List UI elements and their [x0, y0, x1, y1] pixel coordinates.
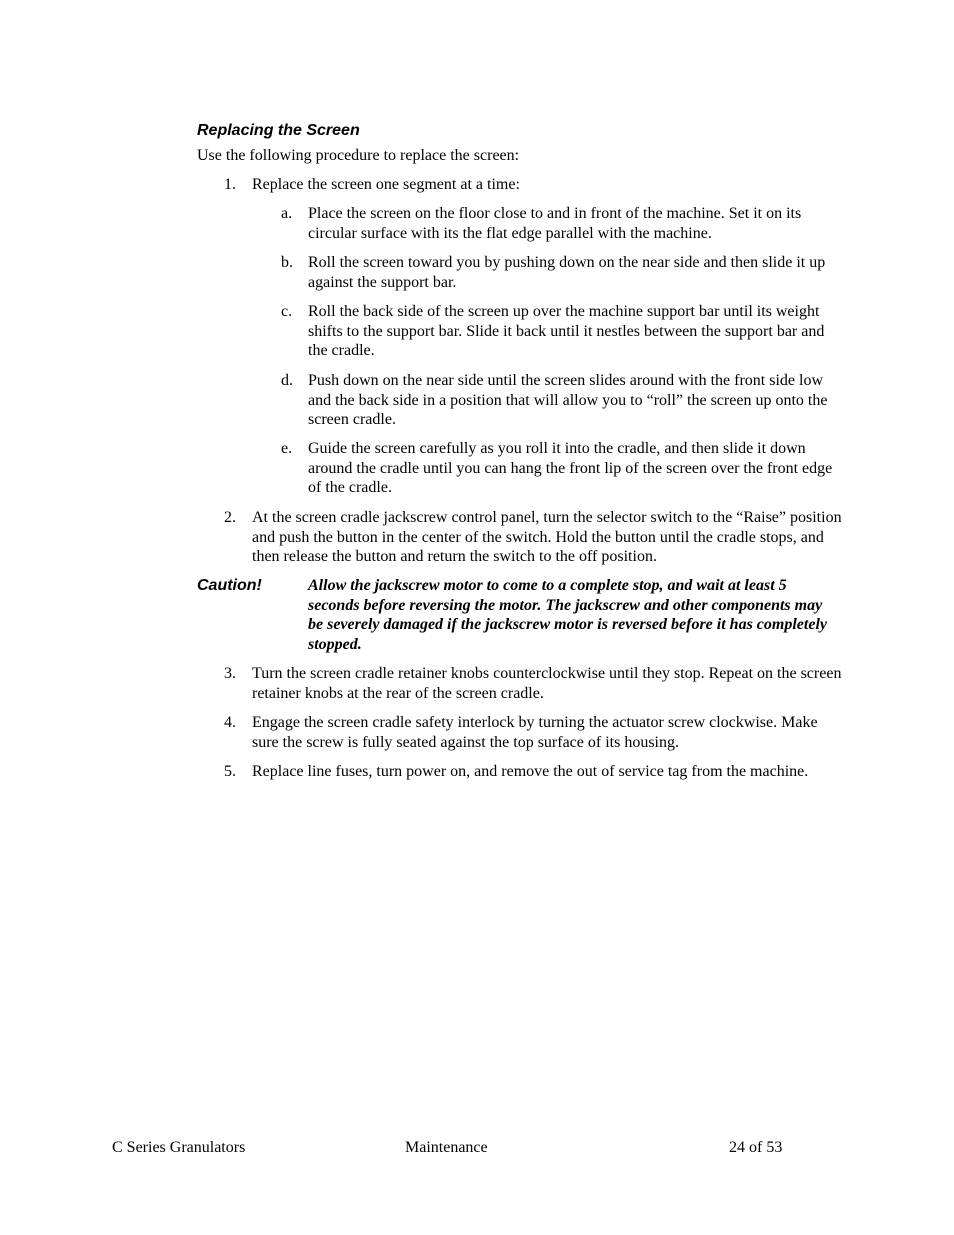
step-text: Replace line fuses, turn power on, and remove the out of service tag from the machine. — [252, 763, 809, 780]
substep-text: Roll the back side of the screen up over the machine support bar until its weight shifts to the support bar. Slide it back until it nestles between the support bar and the cradle. — [308, 303, 825, 360]
caution-label: Caution! — [197, 577, 262, 594]
section-heading: Replacing the Screen — [197, 122, 360, 139]
footer-document-title: C Series Granulators — [112, 1139, 246, 1156]
step-number: 3. — [224, 665, 236, 682]
step-number: 1. — [224, 176, 236, 193]
intro-paragraph: Use the following procedure to replace the screen: — [197, 147, 520, 164]
substep-letter: e. — [281, 440, 293, 457]
step-text: At the screen cradle jackscrew control panel, turn the selector switch to the “Raise” position and push the button in the center of the switch. Hold the button until the cradle stops, and then release the button and return the switch to the off position. — [252, 509, 842, 566]
step-number: 4. — [224, 714, 236, 731]
caution-text: Allow the jackscrew motor to come to a complete stop, and wait at least 5 seconds before reversing the motor. The jackscrew and other components may be severely damaged if the jackscrew motor is reversed before it has completely stopped. — [308, 577, 827, 653]
substep-text: Place the screen on the floor close to and in front of the machine. Set it on its circular surface with its the flat edge parallel with the machine. — [308, 205, 802, 242]
step-text: Replace the screen one segment at a time: — [252, 176, 520, 193]
step-text: Turn the screen cradle retainer knobs counterclockwise until they stop. Repeat on the screen retainer knobs at the rear of the screen cradle. — [252, 665, 842, 702]
step-number: 5. — [224, 763, 236, 780]
substep-text: Roll the screen toward you by pushing down on the near side and then slide it up against the support bar. — [308, 254, 826, 291]
substep-letter: c. — [281, 303, 293, 320]
footer-section-name: Maintenance — [405, 1139, 488, 1156]
substep-text: Guide the screen carefully as you roll it into the cradle, and then slide it down around the cradle until you can hang the front lip of the screen over the front edge of the cradle. — [308, 440, 833, 497]
footer-page-number: 24 of 53 — [729, 1139, 783, 1156]
step-text: Engage the screen cradle safety interlock by turning the actuator screw clockwise. Make sure the screw is fully seated against the top surface of its housing. — [252, 714, 818, 751]
substep-letter: b. — [281, 254, 293, 271]
substep-text: Push down on the near side until the screen slides around with the front side low and the back side in a position that will allow you to “roll” the screen up onto the screen cradle. — [308, 372, 828, 429]
substep-letter: a. — [281, 205, 293, 222]
substep-letter: d. — [281, 372, 293, 389]
step-number: 2. — [224, 509, 236, 526]
